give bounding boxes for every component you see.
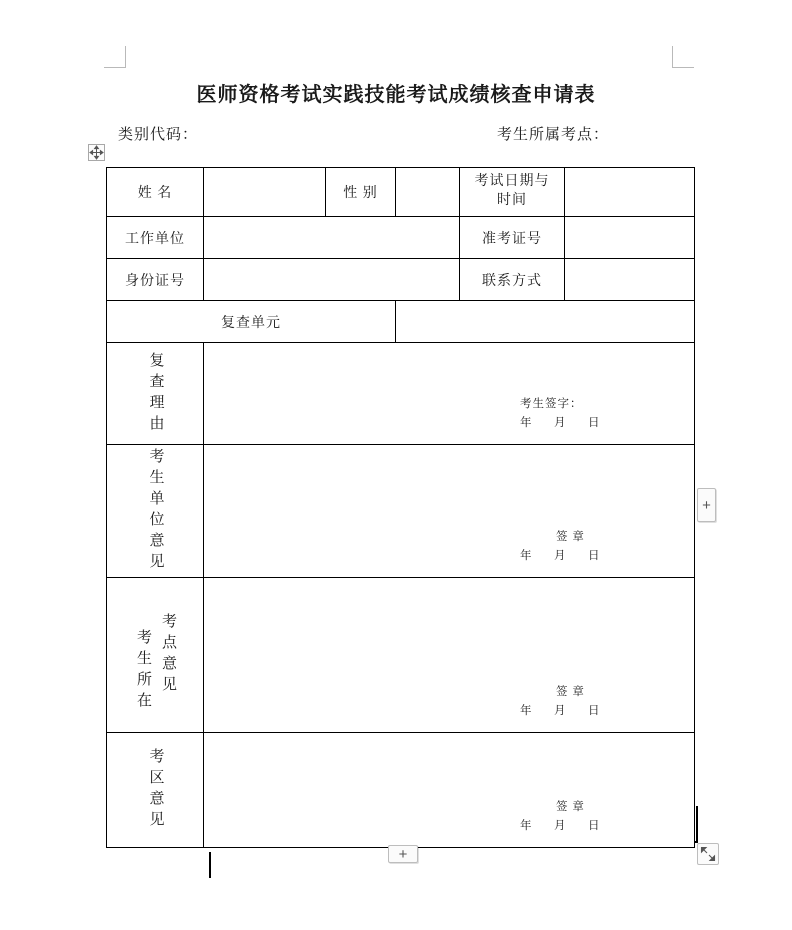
review-reason-signature-block bbox=[520, 395, 622, 434]
insert-row-button[interactable]: + bbox=[388, 845, 418, 863]
date-month-label: 月 bbox=[554, 820, 567, 833]
table-row-review-unit bbox=[107, 301, 695, 343]
cell-content-exam-district-opinion[interactable] bbox=[204, 733, 695, 848]
date-day-label: 日 bbox=[588, 820, 601, 833]
exam-datetime-line-1: 考试日期与 bbox=[474, 174, 550, 190]
date-year-label: 年 bbox=[520, 820, 533, 833]
date-month-label: 月 bbox=[554, 417, 567, 430]
table-row-review-reason bbox=[107, 343, 695, 445]
date-year-label: 年 bbox=[520, 705, 533, 718]
table-row-name-gender-datetime bbox=[107, 168, 695, 217]
cell-value-review-unit[interactable] bbox=[396, 301, 695, 343]
exam-district-signature-block bbox=[520, 798, 622, 837]
candidate-unit-date-line bbox=[520, 547, 622, 567]
date-day-label: 日 bbox=[588, 417, 601, 430]
cell-label-review-reason bbox=[107, 343, 204, 445]
cell-value-work-unit[interactable] bbox=[204, 217, 460, 259]
category-code-label: 类别代码： bbox=[118, 127, 199, 143]
crop-mark-top-right bbox=[672, 46, 694, 68]
cell-label-admission-ticket: 准考证号 bbox=[460, 217, 565, 259]
exam-site-label: 考生所属考点： bbox=[497, 127, 610, 143]
date-day-label: 日 bbox=[588, 550, 601, 563]
cell-value-gender[interactable] bbox=[396, 168, 460, 217]
cell-content-candidate-unit-opinion[interactable] bbox=[204, 445, 695, 578]
text-cursor-caret bbox=[209, 852, 211, 878]
candidate-location-vertical-label: 考生所在 bbox=[135, 629, 151, 713]
cell-label-review-unit: 复查单元 bbox=[107, 301, 396, 343]
table-row-exam-site-opinion bbox=[107, 578, 695, 733]
cell-label-contact: 联系方式 bbox=[460, 259, 565, 301]
cell-value-contact[interactable] bbox=[565, 259, 695, 301]
cell-label-work-unit: 工作单位 bbox=[107, 217, 204, 259]
candidate-unit-signature-block bbox=[520, 528, 622, 567]
cell-label-exam-site-opinion bbox=[107, 578, 204, 733]
cell-content-exam-site-opinion[interactable] bbox=[204, 578, 695, 733]
cell-label-gender: 性 别 bbox=[326, 168, 396, 217]
cell-label-id-number: 身份证号 bbox=[107, 259, 204, 301]
cell-value-exam-datetime[interactable] bbox=[565, 168, 695, 217]
cell-value-admission-ticket[interactable] bbox=[565, 217, 695, 259]
date-year-label: 年 bbox=[520, 550, 533, 563]
review-reason-date-line bbox=[520, 414, 622, 434]
table-row-exam-district-opinion bbox=[107, 733, 695, 848]
table-move-handle[interactable] bbox=[88, 144, 105, 161]
date-month-label: 月 bbox=[554, 550, 567, 563]
exam-district-stamp-label: 签 章 bbox=[556, 800, 585, 813]
insert-column-button[interactable]: + bbox=[697, 488, 716, 522]
exam-site-signature-block bbox=[520, 683, 622, 722]
exam-district-opinion-vertical-label: 考区意见 bbox=[147, 748, 164, 832]
exam-site-stamp-label: 签 章 bbox=[556, 685, 585, 698]
candidate-unit-opinion-vertical-label: 考生单位意见 bbox=[147, 448, 164, 574]
date-day-label: 日 bbox=[588, 705, 601, 718]
exam-site-opinion-vertical-label: 考点意见 bbox=[160, 613, 176, 697]
table-row-candidate-unit-opinion bbox=[107, 445, 695, 578]
cell-value-id-number[interactable] bbox=[204, 259, 460, 301]
cell-label-candidate-unit-opinion bbox=[107, 445, 204, 578]
exam-datetime-line-2: 时间 bbox=[497, 193, 527, 208]
cell-label-name: 姓 名 bbox=[107, 168, 204, 217]
candidate-unit-stamp-label: 签 章 bbox=[556, 530, 585, 543]
application-form-table[interactable] bbox=[106, 167, 695, 848]
date-month-label: 月 bbox=[554, 705, 567, 718]
exam-district-date-line bbox=[520, 817, 622, 837]
cell-label-exam-datetime bbox=[460, 168, 565, 217]
table-row-work-unit bbox=[107, 217, 695, 259]
page-title: 医师资格考试实践技能考试成绩核查申请表 bbox=[196, 84, 596, 106]
review-reason-vertical-label: 复查理由 bbox=[147, 351, 164, 436]
candidate-signature-label: 考生签字： bbox=[520, 397, 583, 410]
exam-site-date-line bbox=[520, 702, 622, 722]
cell-value-name[interactable] bbox=[204, 168, 326, 217]
table-row-id-number bbox=[107, 259, 695, 301]
date-year-label: 年 bbox=[520, 417, 533, 430]
page-mark-right-vertical bbox=[696, 806, 698, 842]
table-resize-handle[interactable] bbox=[697, 843, 719, 865]
cell-content-review-reason[interactable] bbox=[204, 343, 695, 445]
cell-label-exam-district-opinion bbox=[107, 733, 204, 848]
move-cross-icon bbox=[89, 145, 104, 160]
crop-mark-top-left bbox=[104, 46, 126, 68]
resize-diagonal-icon bbox=[698, 844, 718, 864]
